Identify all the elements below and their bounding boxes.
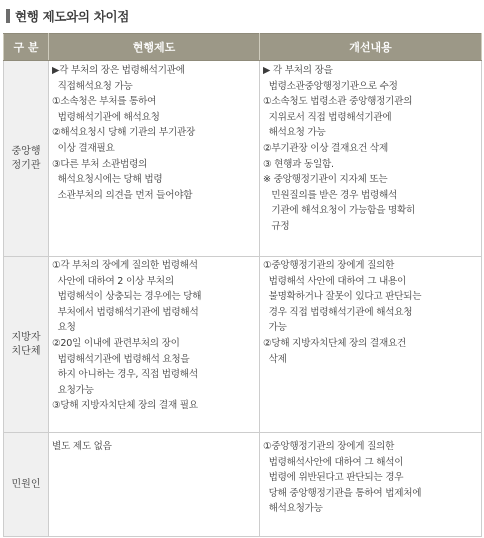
- table-row: [4, 257, 482, 433]
- comparison-table: [3, 33, 482, 537]
- text-line: ▶각 부처의 장은 법령해석기관에: [52, 65, 185, 76]
- improvement-cell: [260, 257, 482, 433]
- text-line: 법령에 위반된다고 판단되는 경우: [263, 472, 404, 484]
- text-line: 경우 직접 법령해석기관에 해석요청: [263, 306, 413, 318]
- text-line: 가능: [263, 322, 287, 334]
- current-system-cell: [49, 257, 260, 433]
- table-row: [4, 433, 482, 537]
- text-line: 민원질의를 받은 경우 법령해석: [263, 189, 398, 201]
- text-line: 이상 결재필요: [52, 142, 115, 154]
- text-line: 지위로서 직접 법령해석기관에: [263, 111, 392, 123]
- header-improvement: 개선내용: [260, 34, 482, 61]
- text-line: 요청: [52, 322, 76, 334]
- category-label: 민원인: [11, 478, 41, 490]
- text-line: ③다른 부처 소관법령의: [52, 158, 148, 170]
- text-line: ②해석요청시 당해 기관의 부기관장: [52, 127, 195, 139]
- text-line: 해석요청가능: [263, 503, 323, 515]
- header-current-system: 현행제도: [49, 34, 260, 61]
- heading-bar-icon: [6, 9, 10, 23]
- text-line: 사안에 대하여 2 이상 부처의: [52, 275, 174, 287]
- text-line: 당해 중앙행정기관을 통하여 법제처에: [263, 487, 422, 499]
- page-title: 현행 제도와의 차이점: [15, 9, 130, 24]
- text-line: 불명확하거나 잘못이 있다고 판단되는: [263, 291, 422, 303]
- text-line: 법령해석기관에 법령해석 요청을: [52, 353, 190, 365]
- table-row: [4, 61, 482, 257]
- text-line: ②20일 이내에 관련부처의 장이: [52, 337, 180, 349]
- table-header-row: [4, 34, 482, 61]
- text-line: ▶ 각 부처의 장을: [263, 65, 333, 76]
- category-label: 지방자: [11, 331, 41, 343]
- text-line: 법령해석사안에 대하여 그 해석이: [263, 456, 404, 468]
- category-label: 정기관: [11, 159, 41, 171]
- header-category: 구 분: [4, 34, 49, 61]
- text-line: 부처에서 법령해석기관에 법령해석: [52, 306, 199, 318]
- text-line: 규정: [263, 220, 290, 232]
- text-line: 법령해석 사안에 대하여 그 내용이: [263, 275, 407, 287]
- section-heading: [6, 8, 129, 24]
- text-line: 요청가능: [52, 384, 94, 396]
- text-line: ①중앙행정기관의 장에게 질의한: [263, 260, 395, 271]
- category-label: 중앙행: [11, 145, 41, 157]
- text-line: 법령해석기관에 해석요청: [52, 111, 160, 123]
- text-line: 법령해석이 상충되는 경우에는 당해: [52, 291, 202, 303]
- text-line: ※ 중앙행정기관이 지자체 또는: [263, 174, 388, 186]
- text-line: 해석요청 가능: [263, 127, 326, 139]
- row-category: [4, 257, 49, 433]
- current-system-cell: [49, 61, 260, 257]
- row-category: [4, 61, 49, 257]
- text-line: 기관에 해석요청이 가능함을 명확히: [263, 205, 416, 217]
- text-line: 하지 아니하는 경우, 직접 법령해석: [52, 369, 198, 381]
- text-line: ①소속청은 부처를 통하여: [52, 96, 157, 108]
- text-line: 법령소관중앙행정기관으로 수정: [263, 80, 398, 92]
- text-line: ①각 부처의 장에게 질의한 법령해석: [52, 260, 198, 271]
- text-line: ③ 현행과 동일함.: [263, 158, 334, 170]
- text-line: 별도 제도 없음: [52, 441, 112, 452]
- text-line: ③당해 지방자치단체 장의 결재 필요: [52, 400, 198, 412]
- improvement-cell: [260, 433, 482, 537]
- text-line: ①중앙행정기관의 장에게 질의한: [263, 441, 395, 452]
- text-line: 소관부처의 의견을 먼저 들어야함: [52, 189, 193, 201]
- row-category: [4, 433, 49, 537]
- text-line: ①소속청도 법령소관 중앙행정기관의: [263, 96, 413, 108]
- current-system-cell: [49, 433, 260, 537]
- text-line: ②부기관장 이상 결재요건 삭제: [263, 142, 388, 154]
- text-line: 삭제: [263, 353, 287, 365]
- text-line: 해석요청시에는 당해 법령: [52, 174, 163, 186]
- improvement-cell: [260, 61, 482, 257]
- category-label: 치단체: [11, 345, 41, 357]
- text-line: 직접해석요청 가능: [52, 80, 133, 92]
- text-line: ②당해 지방자치단체 장의 결재요건: [263, 337, 406, 349]
